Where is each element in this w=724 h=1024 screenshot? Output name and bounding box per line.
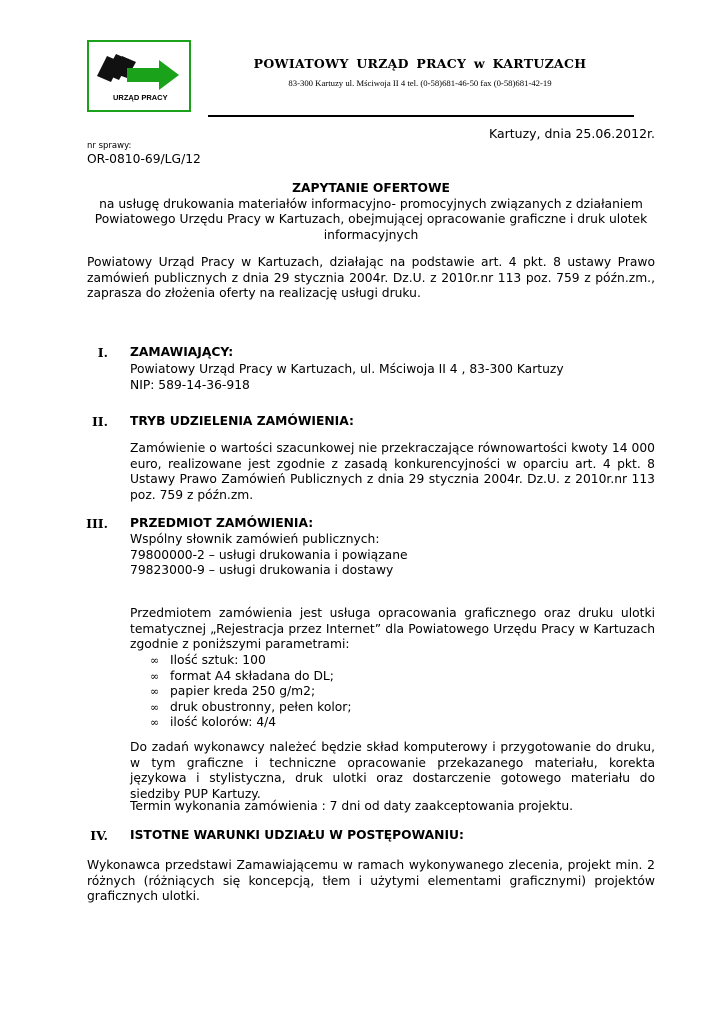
section-4-title: ISTOTNE WARUNKI UDZIAŁU W POSTĘPOWANIU: — [130, 828, 464, 842]
bullet-icon: ∞ — [150, 669, 160, 683]
subject-paragraph: Przedmiotem zamówienia jest usługa opracowania graficznego oraz druku ulotki tematycznej „Rejestracja przez Internet” dla Powiatowego Urzędu Pracy w Kartuzach zgodnie z poniższymi parametrami: — [130, 606, 655, 652]
section-3-number: III. — [86, 516, 108, 531]
section-2-text: Zamówienie o wartości szacunkowej nie przekraczające równowartości kwoty 14 000 euro, realizowane jest zgodnie z zasadą konkurencyjności w oparciu art. 4 pkt. 8 Ustawy Prawo Zamówień Publicznych z dnia 29 stycznia 2004r. Dz.U. z 2010r.nr 113 poz. 759 z późn.zm. — [130, 441, 655, 502]
section-1-address: Powiatowy Urząd Pracy w Kartuzach, ul. Mściwoja II 4 , 83-300 Kartuzy — [130, 362, 564, 376]
bullet-icon: ∞ — [150, 700, 160, 714]
section-4-text: Wykonawca przedstawi Zamawiającemu w ramach wykonywanego zlecenia, projekt min. 2 różnych (różniących się koncepcją, tłem i użytymi elementami graficznymi) projektów graficznych ulotki. — [87, 858, 655, 904]
title-line-3: informacyjnych — [323, 227, 419, 242]
case-number-label: nr sprawy: — [87, 141, 132, 151]
logo-text: URZĄD PRACY — [113, 93, 168, 102]
list-item: ∞ druk obustronny, pełen kolor; — [150, 699, 352, 714]
header-divider — [208, 115, 634, 117]
bullet-icon: ∞ — [150, 716, 160, 730]
bullet-icon: ∞ — [150, 654, 160, 667]
cpv-code-2: 79823000-9 – usługi drukowania i dostawy — [130, 563, 394, 578]
section-1-nip: NIP: 589-14-36-918 — [130, 378, 250, 392]
section-2-title: TRYB UDZIELENIA ZAMÓWIENIA: — [130, 414, 354, 428]
title-line-2: Powiatowego Urzędu Pracy w Kartuzach, obejmującej opracowanie graficzne i druk ulotek — [94, 212, 648, 227]
logo-arrow-icon — [127, 60, 179, 90]
bullet-icon: ∞ — [150, 685, 160, 699]
title-block — [87, 181, 655, 243]
section-2-number: II. — [91, 414, 108, 429]
section-1-title: ZAMAWIAJĄCY: — [130, 345, 234, 359]
section-1-number: I. — [97, 345, 108, 360]
org-address: 83-300 Kartuzy ul. Mściwoja II 4 tel. (0-58)681-46-50 fax (0-58)681-42-19 — [288, 78, 552, 88]
cpv-label: Wspólny słownik zamówień publicznych: — [130, 532, 380, 546]
logo — [87, 40, 191, 112]
case-number: OR-0810-69/LG/12 — [87, 152, 201, 166]
list-item: ∞ papier kreda 250 g/m2; — [150, 684, 316, 699]
title-line-1: na usługę drukowania materiałów informacyjno- promocyjnych związanych z działaniem — [99, 196, 643, 211]
logo-graphic — [89, 42, 189, 110]
deadline-paragraph: Termin wykonania zamówienia : 7 dni od daty zaakceptowania projektu. — [130, 799, 574, 813]
list-item: ∞ format A4 składana do DL; — [150, 668, 334, 683]
org-name: POWIATOWY URZĄD PRACY w KARTUZACH — [253, 56, 587, 71]
intro-paragraph: Powiatowy Urząd Pracy w Kartuzach, działając na podstawie art. 4 pkt. 8 ustawy Prawo zamówień publicznych z dnia 29 stycznia 2004r. Dz.U. z 2010r.nr 113 poz. 759 z późn.zm., zaprasza do złożenia oferty na realizację usługi druku. — [87, 255, 655, 301]
section-3-title: PRZEDMIOT ZAMÓWIENIA: — [130, 516, 314, 530]
list-item: ∞ Ilość sztuk: 100 — [150, 653, 266, 667]
parameters-list — [150, 653, 352, 731]
tasks-paragraph: Do zadań wykonawcy należeć będzie skład komputerowy i przygotowanie do druku, w tym graficzne i techniczne opracowanie przekazanego materiału, korekta językowa i stylistyczna, druk ulotki oraz dostarczenie gotowego materiału do siedziby PUP Kartuzy. — [130, 740, 655, 801]
cpv-code-1: 79800000-2 – usługi drukowania i powiązane — [130, 547, 408, 562]
list-item: ∞ ilość kolorów: 4/4 — [150, 715, 277, 730]
document-date: Kartuzy, dnia 25.06.2012r. — [488, 126, 655, 141]
section-4-number: IV. — [90, 828, 108, 843]
cpv-list — [130, 532, 408, 579]
document-heading: ZAPYTANIE OFERTOWE — [292, 181, 450, 195]
